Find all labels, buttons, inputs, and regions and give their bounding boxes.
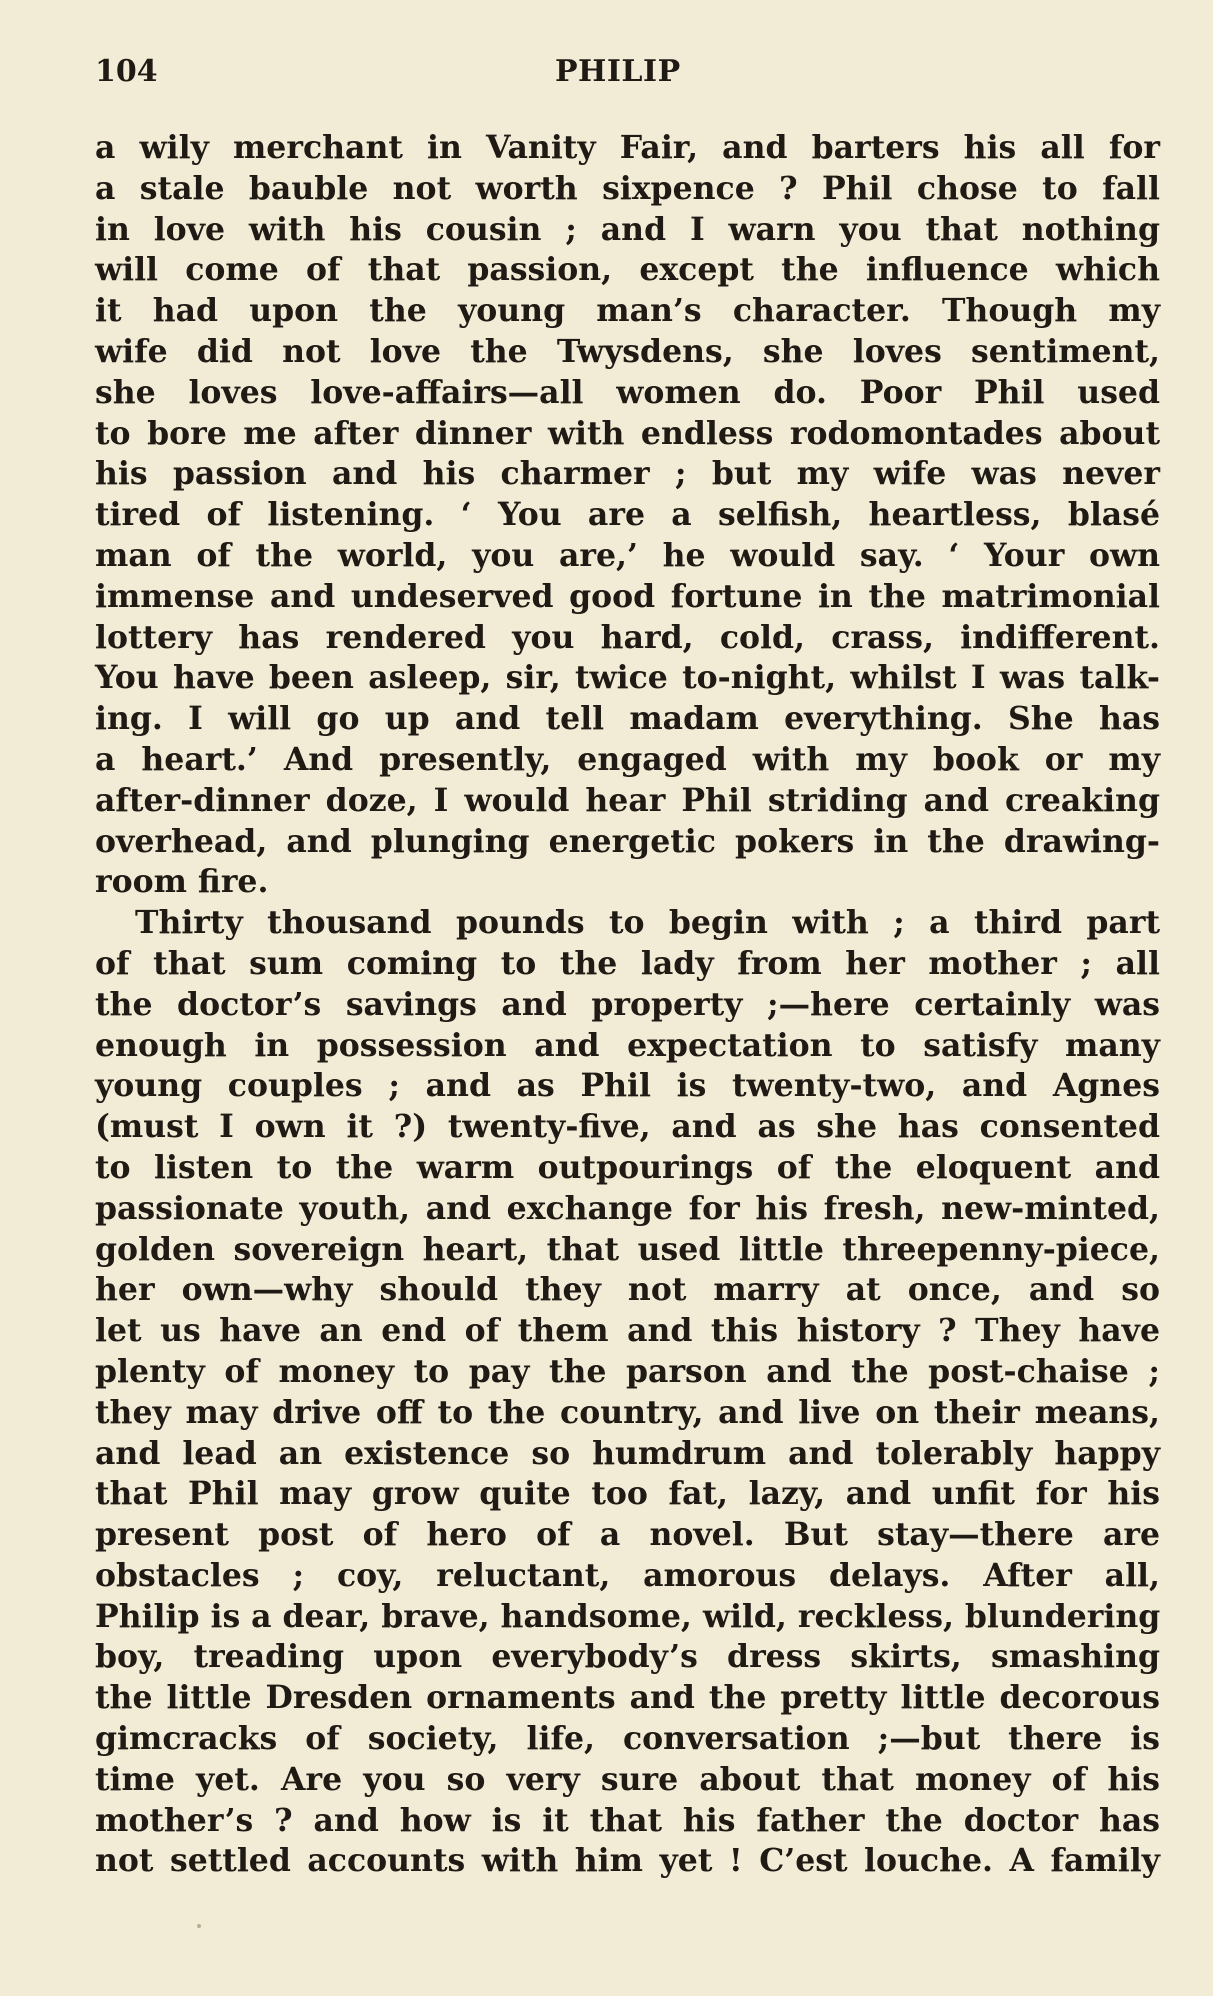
text-line: time yet. Are you so very sure about that money of his xyxy=(95,1760,1160,1798)
text-line: the doctor’s savings and property ;—here certainly was xyxy=(95,985,1160,1023)
text-line: let us have an end of them and this history ? They have xyxy=(95,1312,1160,1350)
text-line: wife did not love the Twysdens, she loves sentiment, xyxy=(95,332,1160,370)
text-line: of that sum coming to the lady from her mother ; all xyxy=(95,944,1160,982)
text-line: her own—why should they not marry at once, and so xyxy=(95,1271,1160,1309)
text-line: after-dinner doze, I would hear Phil striding and creaking xyxy=(95,781,1160,819)
text-line: in love with his cousin ; and I warn you that nothing xyxy=(95,210,1160,248)
text-line: they may drive off to the country, and live on their means, xyxy=(95,1393,1160,1431)
text-line: and lead an existence so humdrum and tolerably happy xyxy=(95,1434,1160,1472)
text-line: Thirty thousand pounds to begin with ; a third part xyxy=(135,904,1160,942)
text-line: passionate youth, and exchange for his fresh, new-minted, xyxy=(95,1189,1160,1227)
body-text xyxy=(95,128,1160,1882)
running-title: PHILIP xyxy=(555,54,681,89)
text-line: a heart.’ And presently, engaged with my book or my xyxy=(95,740,1160,778)
text-line: Philip is a dear, brave, handsome, wild, reckless, blundering xyxy=(95,1597,1161,1635)
text-line: the little Dresden ornaments and the pretty little decorous xyxy=(95,1679,1160,1717)
text-line: ing. I will go up and tell madam everything. She has xyxy=(95,700,1160,738)
text-line: a wily merchant in Vanity Fair, and barters his all for xyxy=(95,129,1160,166)
text-line: obstacles ; coy, reluctant, amorous delays. After all, xyxy=(95,1556,1160,1594)
text-line: immense and undeserved good fortune in the matrimonial xyxy=(95,577,1160,615)
text-line: that Phil may grow quite too fat, lazy, and unfit for his xyxy=(95,1475,1160,1513)
page-number: 104 xyxy=(95,54,158,89)
text-line: room fire. xyxy=(95,863,269,901)
text-line: it had upon the young man’s character. Though my xyxy=(95,292,1160,330)
text-line: overhead, and plunging energetic pokers in the drawing- xyxy=(95,822,1160,860)
text-line: not settled accounts with him yet ! C’est louche. A family xyxy=(95,1842,1160,1880)
text-line: golden sovereign heart, that used little threepenny-piece, xyxy=(95,1230,1160,1268)
text-line: enough in possession and expectation to satisfy many xyxy=(95,1026,1160,1064)
text-line: to bore me after dinner with endless rodomontades about xyxy=(95,414,1160,452)
text-line: young couples ; and as Phil is twenty-two, and Agnes xyxy=(95,1067,1160,1105)
text-line: will come of that passion, except the influence which xyxy=(95,251,1160,289)
text-line: a stale bauble not worth sixpence ? Phil chose to fall xyxy=(95,169,1160,207)
text-line: boy, treading upon everybody’s dress skirts, smashing xyxy=(95,1638,1160,1676)
text-line: gimcracks of society, life, conversation ;—but there is xyxy=(95,1720,1160,1758)
text-line: tired of listening. ‘ You are a selfish, heartless, blasé xyxy=(95,496,1160,534)
text-line: mother’s ? and how is it that his father the doctor has xyxy=(95,1801,1160,1839)
text-line: she loves love-affairs—all women do. Poor Phil used xyxy=(95,373,1160,411)
text-line: (must I own it ?) twenty-five, and as she has consented xyxy=(95,1108,1160,1146)
paper-speck xyxy=(197,1924,201,1928)
text-line: to listen to the warm outpourings of the eloquent and xyxy=(95,1148,1160,1186)
text-line: present post of hero of a novel. But stay—there are xyxy=(95,1516,1160,1554)
text-line: his passion and his charmer ; but my wife was never xyxy=(95,455,1160,493)
text-line: plenty of money to pay the parson and the post-chaise ; xyxy=(95,1352,1160,1390)
text-line: man of the world, you are,’ he would say. ‘ Your own xyxy=(95,536,1160,574)
page-header xyxy=(95,54,1160,94)
text-line: lottery has rendered you hard, cold, crass, indifferent. xyxy=(95,618,1160,656)
text-line: You have been asleep, sir, twice to-night, whilst I was talk- xyxy=(95,659,1160,697)
